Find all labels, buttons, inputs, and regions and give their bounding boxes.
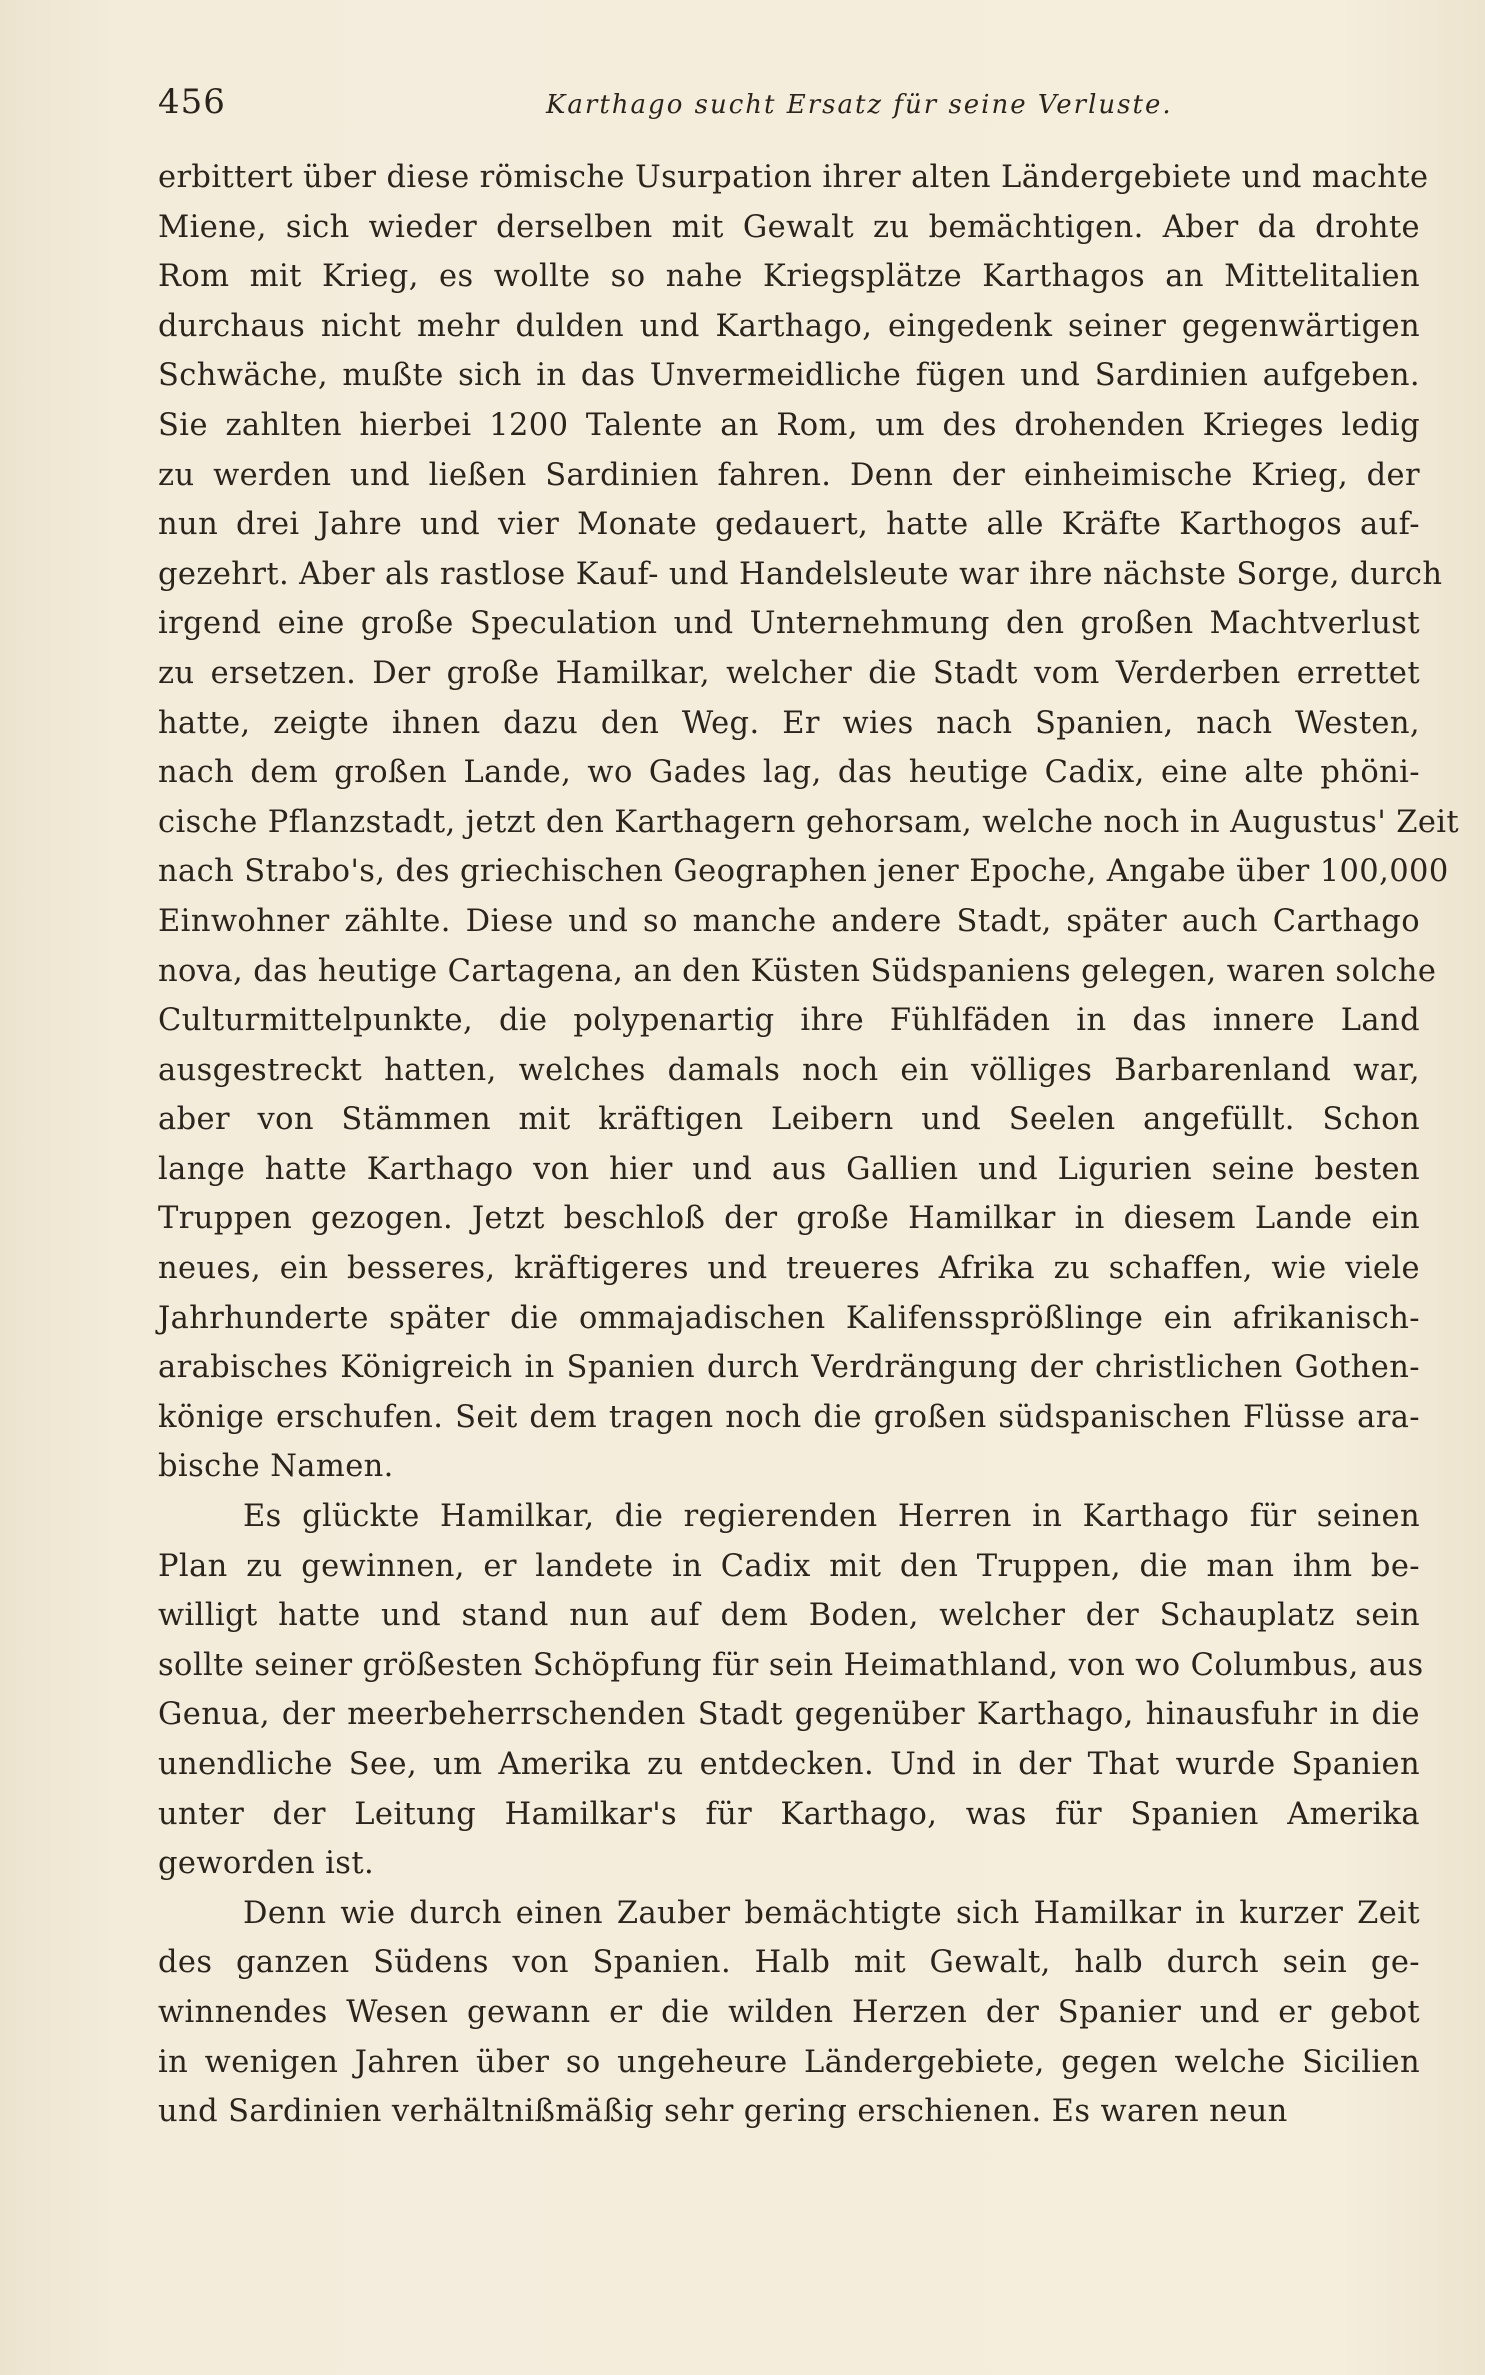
page-header — [158, 82, 1418, 142]
text-line: sollte seiner größesten Schöpfung für sein Heimathland, von wo Columbus, aus — [158, 1647, 1424, 1683]
text-line: Truppen gezogen. Jetzt beschloß der große Hamilkar in diesem Lande ein — [158, 1201, 1420, 1237]
body-text — [158, 153, 1460, 2137]
text-line: Miene, sich wieder derselben mit Gewalt zu bemächtigen. Aber da drohte — [158, 209, 1420, 245]
text-line: Jahrhunderte später die ommajadischen Kalifenssprößlinge ein afrikanisch- — [158, 1300, 1420, 1336]
page-number: 456 — [158, 82, 226, 122]
text-line: Schwäche, mußte sich in das Unvermeidliche fügen und Sardinien aufgeben. — [158, 358, 1420, 394]
text-line: arabisches Königreich in Spanien durch Verdrängung der christlichen Gothen- — [158, 1350, 1420, 1386]
text-line: Culturmittelpunkte, die polypenartig ihre Fühlfäden in das innere Land — [158, 1003, 1420, 1039]
text-line: des ganzen Südens von Spanien. Halb mit Gewalt, halb durch sein ge- — [158, 1945, 1420, 1981]
text-line: willigt hatte und stand nun auf dem Boden, welcher der Schauplatz sein — [158, 1598, 1420, 1634]
text-line: in wenigen Jahren über so ungeheure Ländergebiete, gegen welche Sicilien — [158, 2044, 1420, 2080]
text-line: Denn wie durch einen Zauber bemächtigte sich Hamilkar in kurzer Zeit — [243, 1895, 1420, 1931]
text-line: nach Strabo's, des griechischen Geographen jener Epoche, Angabe über 100,000 — [158, 854, 1449, 890]
paragraph — [158, 1889, 1420, 2137]
text-line: neues, ein besseres, kräftigeres und treueres Afrika zu schaffen, wie viele — [158, 1251, 1420, 1287]
text-line: ausgestreckt hatten, welches damals noch ein völliges Barbarenland war, — [158, 1052, 1420, 1088]
text-line: zu werden und ließen Sardinien fahren. Denn der einheimische Krieg, der — [158, 457, 1420, 493]
running-head: Karthago sucht Ersatz für seine Verluste. — [546, 90, 1173, 120]
text-line: aber von Stämmen mit kräftigen Leibern und Seelen angefüllt. Schon — [158, 1102, 1420, 1138]
text-line: nova, das heutige Cartagena, an den Küsten Südspaniens gelegen, waren solche — [158, 953, 1437, 989]
text-line: unter der Leitung Hamilkar's für Karthago, was für Spanien Amerika — [158, 1796, 1420, 1832]
text-line: zu ersetzen. Der große Hamilkar, welcher die Stadt vom Verderben errettet — [158, 655, 1420, 691]
text-line: hatte, zeigte ihnen dazu den Weg. Er wies nach Spanien, nach Westen, — [158, 705, 1420, 741]
text-line: nun drei Jahre und vier Monate gedauert, hatte alle Kräfte Karthogos auf- — [158, 507, 1420, 543]
text-line: nach dem großen Lande, wo Gades lag, das heutige Cadix, eine alte phöni- — [158, 755, 1420, 791]
text-line: unendliche See, um Amerika zu entdecken. Und in der That wurde Spanien — [158, 1747, 1420, 1782]
text-line: könige erschufen. Seit dem tragen noch die großen südspanischen Flüsse ara- — [158, 1399, 1420, 1435]
text-line: bische Namen. — [158, 1449, 394, 1485]
text-line: durchaus nicht mehr dulden und Karthago, eingedenk seiner gegenwärtigen — [158, 308, 1420, 344]
text-line: geworden ist. — [158, 1846, 375, 1882]
paragraph — [158, 153, 1460, 1492]
text-line: Es glückte Hamilkar, die regierenden Herren in Karthago für seinen — [243, 1499, 1420, 1535]
text-line: Rom mit Krieg, es wollte so nahe Kriegsplätze Karthagos an Mittelitalien — [158, 259, 1420, 295]
text-line: Plan zu gewinnen, er landete in Cadix mit den Truppen, die man ihm be- — [158, 1548, 1420, 1584]
text-line: erbittert über diese römische Usurpation ihrer alten Ländergebiete und machte — [158, 160, 1429, 195]
text-line: und Sardinien verhältnißmäßig sehr gering erschienen. Es waren neun — [158, 2094, 1288, 2130]
text-line: irgend eine große Speculation und Unternehmung den großen Machtverlust — [158, 606, 1420, 642]
text-line: Genua, der meerbeherrschenden Stadt gegenüber Karthago, hinausfuhr in die — [158, 1697, 1420, 1733]
text-line: lange hatte Karthago von hier und aus Gallien und Ligurien seine besten — [158, 1151, 1420, 1187]
text-line: gezehrt. Aber als rastlose Kauf- und Handelsleute war ihre nächste Sorge, durch — [158, 556, 1443, 592]
text-line: cische Pflanzstadt, jetzt den Karthagern gehorsam, welche noch in Augustus' Zeit — [158, 804, 1460, 840]
paragraph — [158, 1492, 1424, 1889]
text-line: winnendes Wesen gewann er die wilden Herzen der Spanier und er gebot — [158, 1994, 1420, 2030]
text-line: Sie zahlten hierbei 1200 Talente an Rom, um des drohenden Krieges ledig — [158, 407, 1420, 443]
text-line: Einwohner zählte. Diese und so manche andere Stadt, später auch Carthago — [158, 903, 1420, 939]
